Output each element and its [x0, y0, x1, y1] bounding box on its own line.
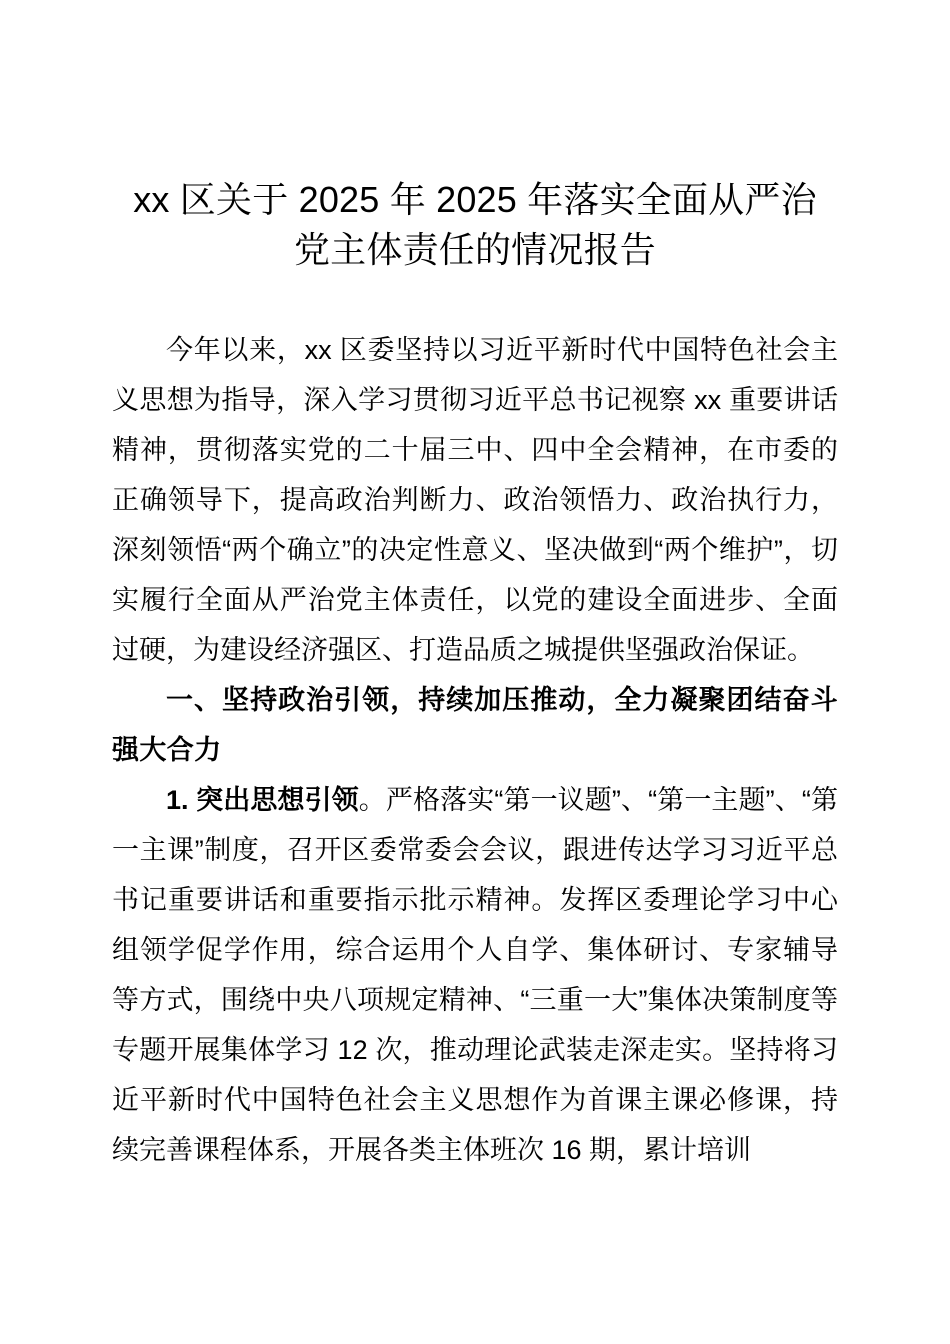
title-line-1: xx 区关于 2025 年 2025 年落实全面从严治 — [133, 179, 817, 220]
section-heading-1: 一、坚持政治引领，持续加压推动，全力凝聚团结奋斗强大合力 — [112, 685, 838, 765]
title-line-2: 党主体责任的情况报告 — [293, 229, 656, 270]
paragraph-intro: 今年以来，xx 区委坚持以习近平新时代中国特色社会主义思想为指导，深入学习贯彻习近平总书记视察 xx 重要讲话精神，贯彻落实党的二十届三中、四中全会精神，在市委的正确领导下，提高政治判断力、政治领悟力、政治执行力，深刻领悟“两个确立”的决定性意义、坚决做到“两个维护”，切实履行全面从严治党主体责任，以党的建设全面进步、全面过硬，为建设经济强区、打造品质之城提供坚强政治保证。 — [112, 335, 838, 665]
paragraph-item-1 — [112, 775, 838, 1175]
item-1-body: 。严格落实“第一议题”、“第一主题”、“第一主课”制度，召开区委常委会会议，跟进传达学习习近平总书记重要讲话和重要指示批示精神。发挥区委理论学习中心组领学促学作用，综合运用个人自学、集体研讨、专家辅导等方式，围绕中央八项规定精神、“三重一大”集体决策制度等专题开展集体学习 12 次，推动理论武装走深走实。坚持将习近平新时代中国特色社会主义思想作为首课主课必修课，持续完善课程体系，开展各类主体班次 16 期，累计培训 — [112, 785, 838, 1165]
page-title — [112, 0, 838, 275]
item-1-lead: 1. 突出思想引领 — [166, 785, 359, 815]
